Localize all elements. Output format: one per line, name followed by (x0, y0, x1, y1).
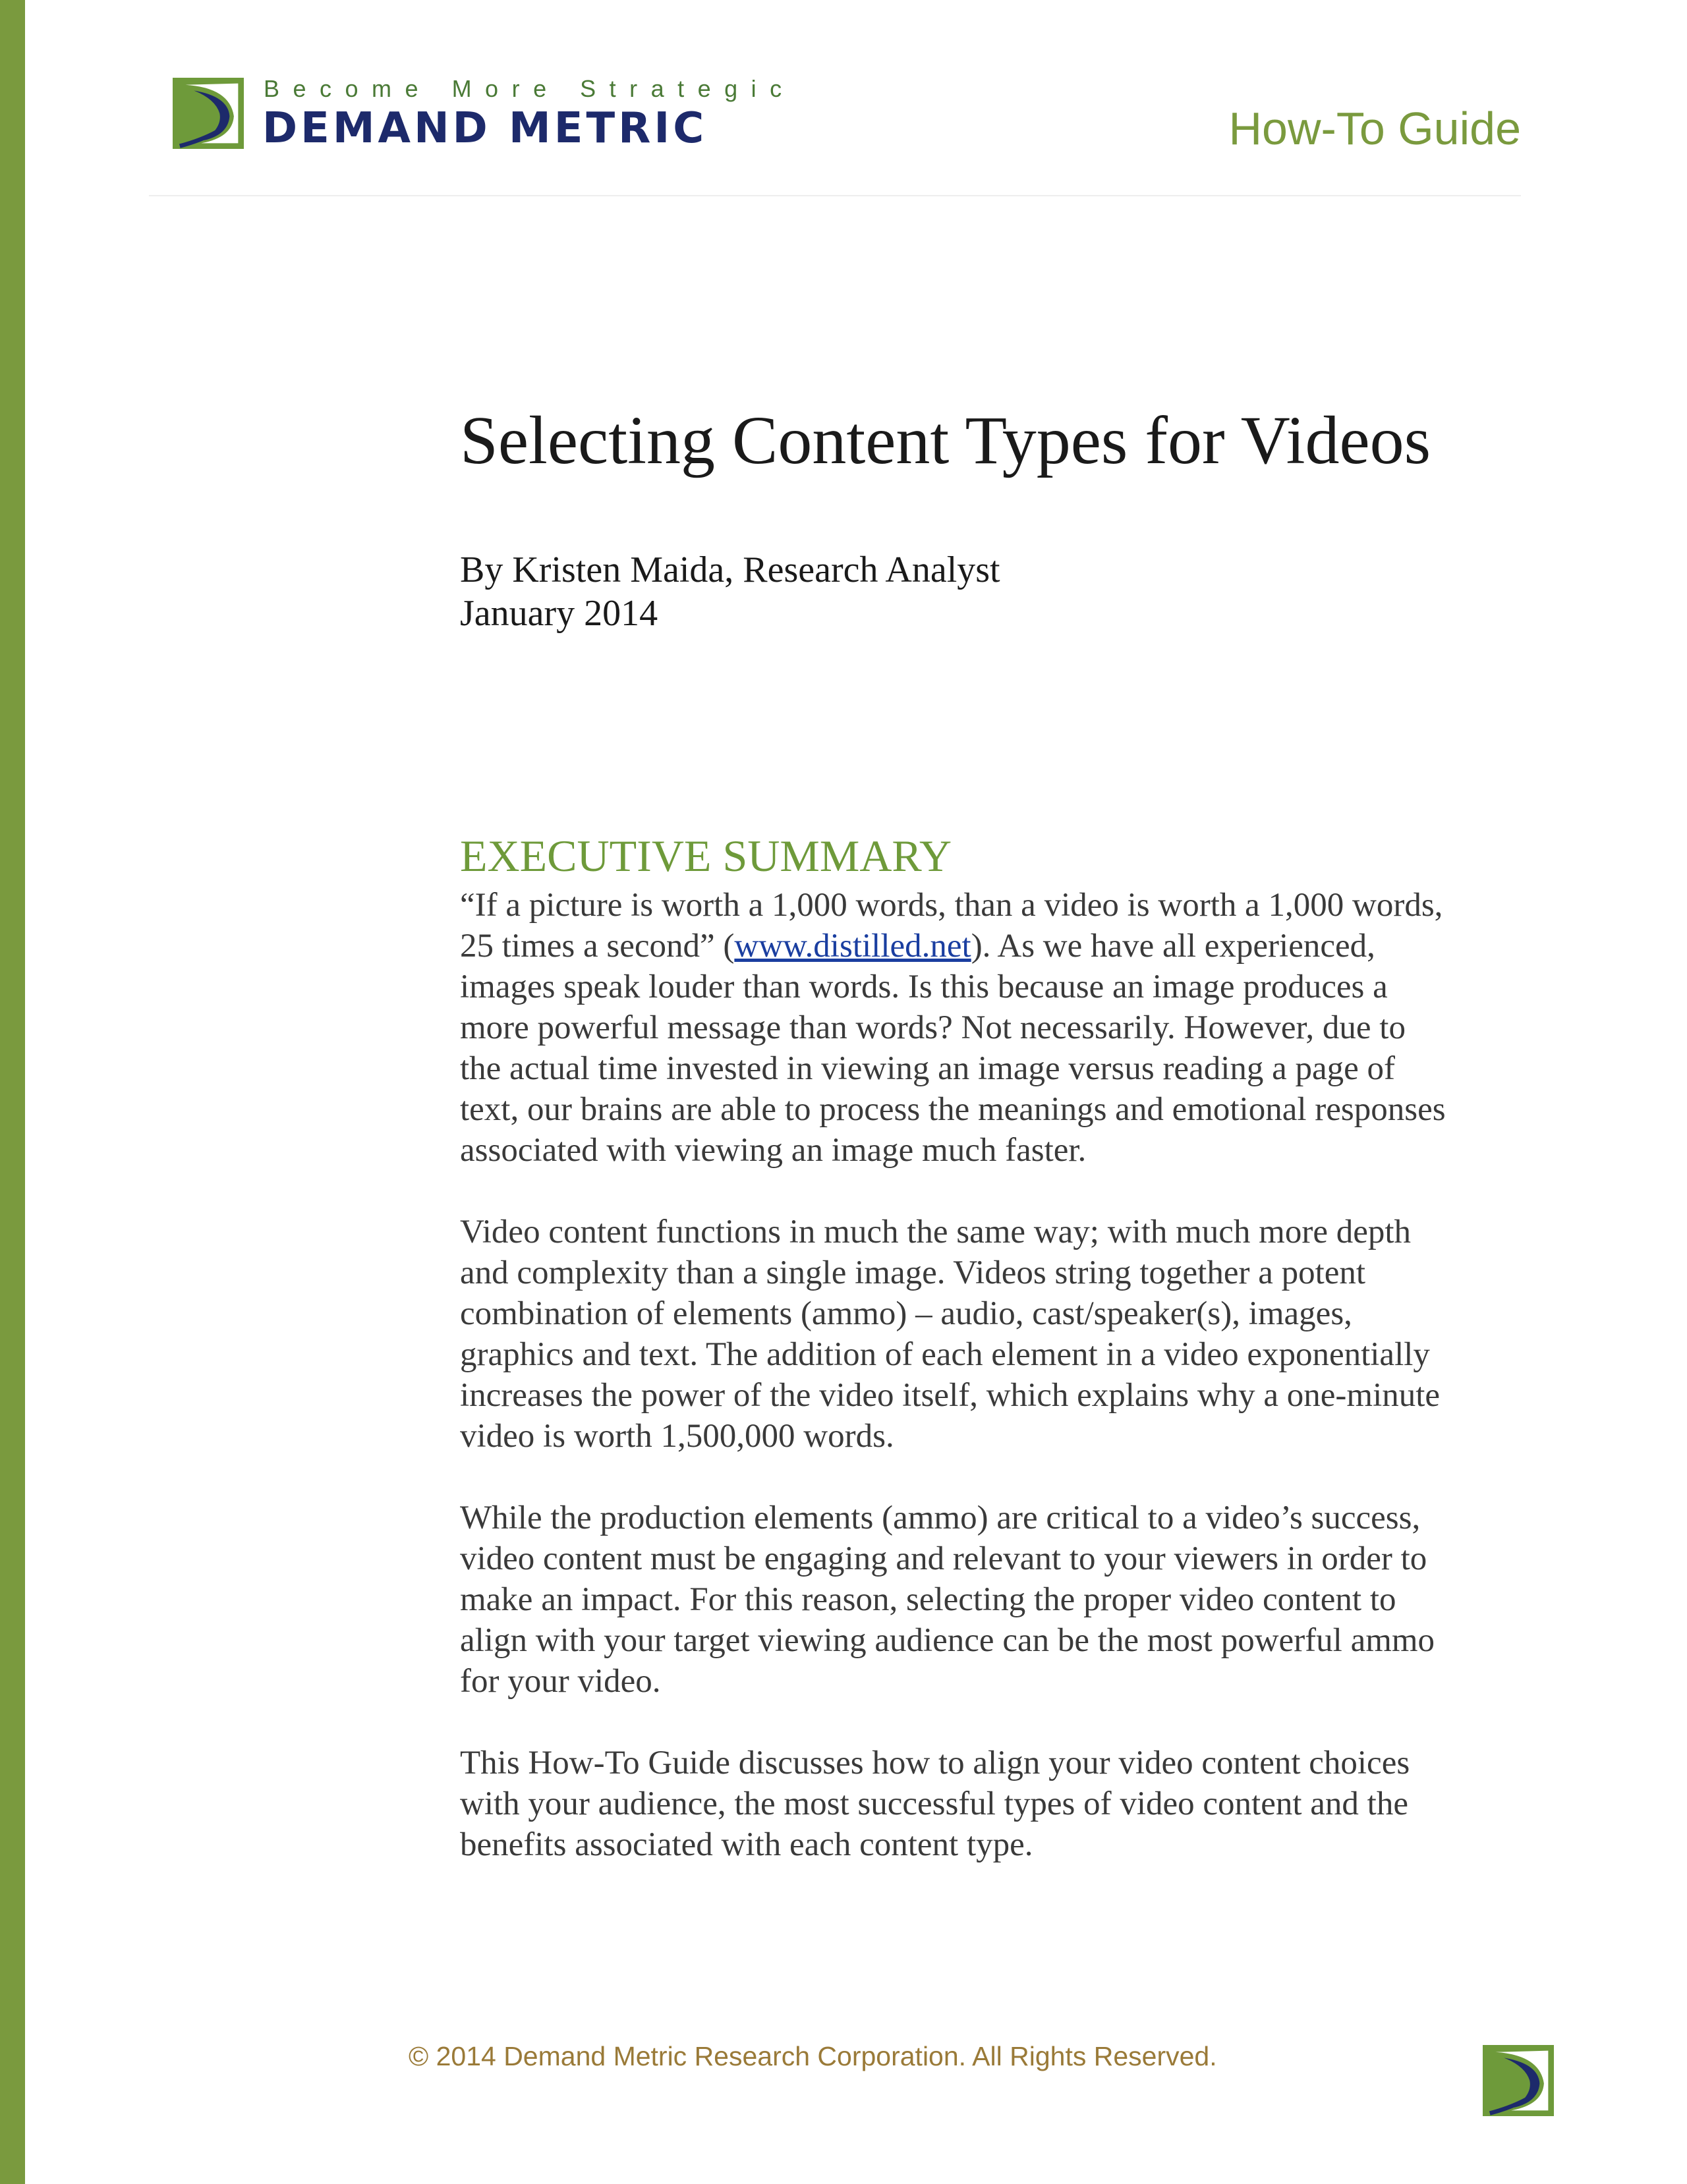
demand-metric-logo-icon (173, 78, 244, 149)
section-heading: EXECUTIVE SUMMARY (460, 831, 952, 881)
brand-tagline: Become More Strategic (264, 75, 795, 102)
footer-logo-icon (1483, 2045, 1554, 2116)
summary-body (460, 885, 1541, 1906)
text-line: video content must be engaging and relevant to your viewers in order to (460, 1540, 1427, 1577)
paragraph-2 (460, 1212, 1541, 1457)
page-title: Selecting Content Types for Videos (460, 403, 1431, 478)
paragraph-1 (460, 885, 1541, 1171)
text-line: images speak louder than words. Is this because an image produces a (460, 968, 1388, 1005)
text-line: benefits associated with each content type. (460, 1826, 1033, 1863)
byline (460, 548, 1000, 635)
paragraph-4 (460, 1743, 1541, 1865)
text-line: “If a picture is worth a 1,000 words, than a video is worth a 1,000 words, (460, 887, 1443, 924)
text-line: align with your target viewing audience can be the most powerful ammo (460, 1622, 1435, 1659)
date-line: January 2014 (460, 593, 658, 634)
header-divider (149, 195, 1521, 196)
text-fragment: 25 times a second” ( (460, 928, 735, 965)
text-line: video is worth 1,500,000 words. (460, 1418, 894, 1455)
text-line: graphics and text. The addition of each element in a video exponentially (460, 1336, 1430, 1373)
text-line: for your video. (460, 1663, 661, 1700)
text-fragment: ). As we have all experienced, (971, 928, 1375, 965)
source-link[interactable]: www.distilled.net (734, 928, 971, 965)
text-line: text, our brains are able to process the meanings and emotional responses (460, 1091, 1446, 1128)
left-accent-bar (0, 0, 25, 2184)
text-line: make an impact. For this reason, selecting the proper video content to (460, 1581, 1396, 1618)
company-name: DEMAND METRIC (262, 104, 708, 153)
paragraph-3 (460, 1498, 1541, 1702)
text-line: combination of elements (ammo) – audio, cast/speaker(s), images, (460, 1295, 1352, 1332)
text-line: associated with viewing an image much faster. (460, 1132, 1087, 1169)
author-line: By Kristen Maida, Research Analyst (460, 549, 1000, 590)
text-line: While the production elements (ammo) are critical to a video’s success, (460, 1499, 1421, 1536)
footer-copyright: © 2014 Demand Metric Research Corporation. All Rights Reserved. (409, 2041, 1217, 2071)
text-line: increases the power of the video itself, which explains why a one-minute (460, 1377, 1441, 1414)
text-line: Video content functions in much the same way; with much more depth (460, 1214, 1412, 1250)
text-line: and complexity than a single image. Videos string together a potent (460, 1254, 1366, 1291)
text-line: This How-To Guide discusses how to align your video content choices (460, 1745, 1410, 1781)
text-line (460, 926, 1541, 966)
text-line: with your audience, the most successful types of video content and the (460, 1785, 1408, 1822)
document-type-label: How-To Guide (1228, 103, 1521, 154)
text-line: more powerful message than words? Not necessarily. However, due to (460, 1009, 1406, 1046)
text-line: the actual time invested in viewing an image versus reading a page of (460, 1050, 1396, 1087)
